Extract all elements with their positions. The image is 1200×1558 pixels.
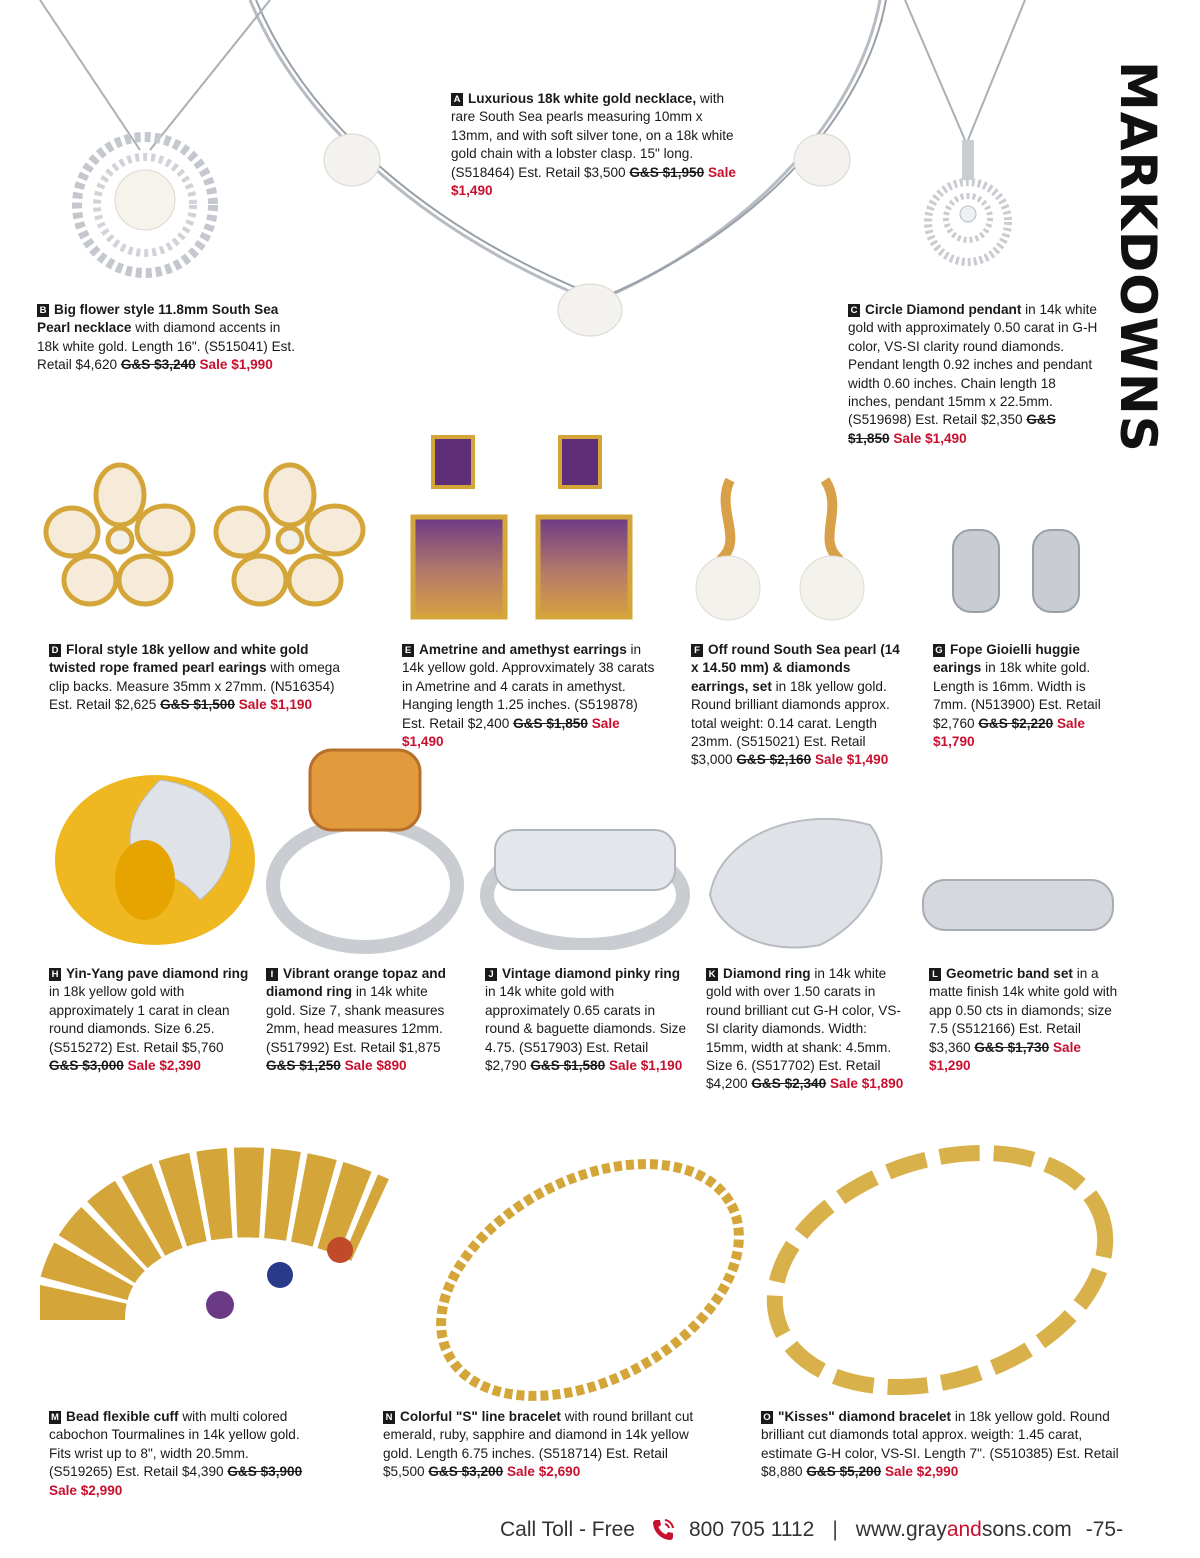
sale-price: Sale $2,990: [884, 1464, 959, 1480]
product-description: in 14k yellow gold. Approvximately 38 carats in Ametrine and 4 carats in amethyst. Hanging length 1.25 inches. (S519878) Est. Retail $2,400: [402, 642, 655, 731]
product-description: in 14k white gold with approximately 0.50 carat in G-H color, VS-SI clarity round diamonds. Pendant length 0.92 inches and pendant width 0.60 inches. Chain length 18 inches, pendant 15mm x 22.5mm. (S519698) Est. Retail $2,350: [848, 302, 1098, 428]
sale-price: Sale $1,490: [893, 430, 967, 446]
product-n: [383, 1408, 703, 1482]
product-letter-badge: E: [402, 644, 414, 657]
floral-earrings-illustration: [40, 455, 370, 630]
product-d: [49, 641, 349, 715]
sale-price: Sale $1,890: [829, 1076, 904, 1092]
gs-price: G&S $5,200: [806, 1464, 882, 1480]
page-number: -75-: [1085, 1518, 1124, 1541]
product-description: in a matte finish 14k white gold with app 0.50 cts in diamonds; size 7.5 (S512166) Est. Retail $3,360: [929, 966, 1118, 1055]
product-m: [49, 1408, 314, 1500]
product-letter-badge: K: [706, 968, 718, 981]
product-description: in 18k yellow gold. Round brilliant cut diamonds total approx. weigth: 1.45 carat, estimate G-H color, VS-SI. Length 7". (S510385) Est. Retail $8,880: [761, 1409, 1119, 1480]
sale-price: Sale $1,490: [451, 164, 736, 199]
sale-price: Sale $1,490: [402, 715, 620, 750]
product-letter-badge: C: [848, 304, 860, 317]
product-l: [929, 965, 1119, 1075]
section-title: [1098, 52, 1178, 462]
product-description: in 18k white gold. Length is 16mm. Width is 7mm. (N513900) Est. Retail $2,760: [933, 660, 1101, 731]
gs-price: G&S $1,580: [530, 1058, 606, 1074]
gs-price: G&S $3,200: [428, 1464, 504, 1480]
product-letter-badge: F: [691, 644, 703, 657]
product-description: with round brillant cut emerald, ruby, sapphire and diamond in 14k yellow gold. Length 6.75 inches. (S518714) Est. Retail $5,500: [383, 1409, 694, 1480]
product-description: in 14k white gold with approximately 0.65 carats in round & baguette diamonds. Size 4.75. (S517903) Est. Retail $2,790: [485, 984, 687, 1074]
product-h: [49, 965, 254, 1075]
diamond-ring-illustration: [700, 795, 900, 955]
phone-number[interactable]: 800 705 1112: [688, 1518, 815, 1541]
gs-price: G&S $3,240: [120, 357, 196, 373]
topaz-ring-illustration: [265, 745, 465, 955]
product-name: Yin-Yang pave diamond ring: [66, 966, 249, 981]
pearl-earrings-illustration: [690, 470, 890, 625]
yin-yang-ring-illustration: [50, 770, 260, 950]
product-letter-badge: A: [451, 93, 463, 106]
product-i: [266, 965, 456, 1075]
call-toll-free-label: Call Toll - Free: [500, 1518, 635, 1541]
sale-price: Sale $1,790: [933, 715, 1085, 750]
section-title-text: MARKDOWNS: [1109, 61, 1167, 453]
product-letter-badge: O: [761, 1411, 773, 1424]
product-o: [761, 1408, 1126, 1482]
sale-price: Sale $2,990: [49, 1482, 123, 1498]
product-letter-badge: L: [929, 968, 941, 981]
footer-separator: |: [832, 1518, 838, 1541]
product-c: [848, 301, 1100, 448]
product-letter-badge: G: [933, 644, 945, 657]
gs-price: G&S $1,850: [513, 715, 588, 731]
gs-price: G&S $2,160: [736, 752, 812, 768]
product-description: in 14k white gold with over 1.50 carats in round brilliant cut G-H color, VS-SI clarity diamonds. Width: 15mm, width at shank: 4.5mm. Size 6. (S517702) Est. Retail $4,200: [706, 966, 901, 1092]
product-name: Big flower style 11.8mm South Sea Pearl necklace: [37, 302, 279, 336]
product-description: with omega clip backs. Measure 35mm x 27mm. (N516354) Est. Retail $2,625: [49, 660, 340, 713]
product-description: with rare South Sea pearls measuring 10mm x 13mm, and with soft silver tone, on a 18k white gold chain with a lobster clasp. 15" long. (S518464) Est. Retail $3,500: [451, 91, 734, 180]
bead-cuff-illustration: [40, 1100, 440, 1400]
website-link[interactable]: www.grayandsons.com: [855, 1518, 1072, 1541]
product-name: "Kisses" diamond bracelet: [778, 1409, 952, 1424]
product-a: [451, 90, 741, 200]
gs-price: G&S $1,950: [629, 164, 705, 180]
product-letter-badge: D: [49, 644, 61, 657]
product-description: with diamond accents in 18k white gold. Length 16". (S515041) Est. Retail $4,620: [37, 320, 295, 373]
product-name: Off round South Sea pearl (14 x 14.50 mm) & diamonds earrings, set: [691, 642, 900, 694]
sale-price: Sale $2,390: [127, 1058, 201, 1074]
s-line-bracelet-illustration: [420, 1150, 760, 1410]
product-name: Floral style 18k yellow and white gold twisted rope framed pearl earings: [49, 642, 309, 676]
phone-icon: [649, 1516, 677, 1544]
gs-price: G&S $1,730: [974, 1039, 1050, 1055]
sale-price: Sale $1,190: [238, 697, 313, 713]
sale-price: Sale $1,490: [814, 752, 889, 768]
product-description: in 14k white gold. Size 7, shank measures 2mm, head measures 12mm. (S517992) Est. Retail $1,875: [266, 984, 445, 1055]
product-description: with multi colored cabochon Tourmalines in 14k yellow gold. Fits wrist up to 8", width 20.5mm. (S519265) Est. Retail $4,390: [49, 1409, 300, 1480]
product-f: [691, 641, 906, 770]
sale-price: Sale $1,290: [929, 1039, 1081, 1074]
product-letter-badge: B: [37, 304, 49, 317]
sale-price: Sale $2,690: [506, 1464, 581, 1480]
product-name: Vibrant orange topaz and diamond ring: [266, 966, 446, 1000]
sale-price: Sale $1,990: [199, 357, 273, 373]
product-name: Geometric band set: [946, 966, 1073, 981]
product-g: [933, 641, 1113, 751]
product-letter-badge: J: [485, 968, 497, 981]
pearl-illustration: [550, 282, 630, 342]
geometric-band-illustration: [918, 865, 1118, 945]
huggie-earrings-illustration: [945, 520, 1105, 620]
kisses-bracelet-illustration: [760, 1130, 1120, 1400]
product-b: [37, 301, 302, 375]
product-name: Bead flexible cuff: [66, 1409, 179, 1424]
sale-price: Sale $890: [344, 1058, 407, 1074]
ametrine-earrings-illustration: [405, 425, 645, 625]
product-e: [402, 641, 664, 751]
product-name: Vintage diamond pinky ring: [502, 966, 680, 981]
gs-price: G&S $1,500: [160, 697, 235, 713]
gs-price: G&S $3,000: [49, 1058, 124, 1074]
gs-price: G&S $1,250: [266, 1058, 341, 1074]
gs-price: G&S $1,850: [848, 412, 1056, 446]
gs-price: G&S $2,340: [751, 1076, 827, 1092]
product-name: Luxurious 18k white gold necklace,: [468, 91, 697, 106]
product-name: Fope Gioielli huggie earings: [933, 642, 1080, 676]
product-letter-badge: I: [266, 968, 278, 981]
product-letter-badge: M: [49, 1411, 61, 1424]
product-name: Colorful "S" line bracelet: [400, 1409, 561, 1424]
pinky-ring-illustration: [480, 800, 690, 950]
product-j: [485, 965, 690, 1075]
gs-price: G&S $2,220: [978, 715, 1054, 731]
product-letter-badge: H: [49, 968, 61, 981]
product-name: Diamond ring: [723, 966, 811, 981]
product-description: in 18k yellow gold with approximately 1 carat in clean round diamonds. Size 6.25. (S515272) Est. Retail $5,760: [49, 984, 230, 1055]
product-k: [706, 965, 911, 1094]
product-description: in 18k yellow gold. Round brilliant diamonds approx. total weight: 0.14 carat. Length 23mm. (S515021) Est. Retail $3,000: [691, 678, 890, 768]
product-name: Circle Diamond pendant: [865, 302, 1022, 317]
sale-price: Sale $1,190: [608, 1058, 683, 1074]
product-letter-badge: N: [383, 1411, 395, 1424]
gs-price: G&S $3,900: [227, 1464, 303, 1480]
footer: [500, 1515, 1180, 1545]
product-name: Ametrine and amethyst earrings: [419, 642, 627, 657]
